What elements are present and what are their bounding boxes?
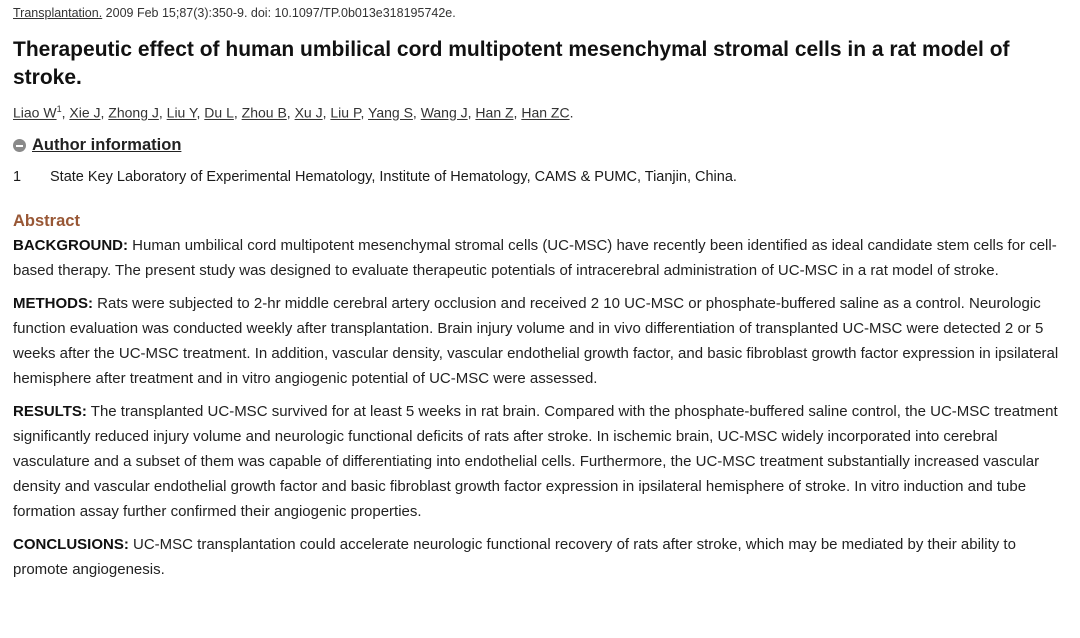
affiliation-number: 1 <box>13 169 22 185</box>
author-link[interactable]: Xu J <box>294 104 323 121</box>
collapse-minus-icon[interactable] <box>13 139 26 152</box>
abstract-section-methods <box>13 291 1071 391</box>
author-link[interactable]: Liu P <box>330 104 361 121</box>
author-separator: , <box>322 104 331 121</box>
author-list <box>13 104 573 121</box>
abstract-heading: Abstract <box>13 212 80 230</box>
author-separator: , <box>158 104 167 121</box>
author-affiliation-sup: 1 <box>56 104 62 114</box>
abstract-section-results <box>13 399 1071 524</box>
author-separator: , <box>233 104 242 121</box>
section-label: RESULTS: <box>13 403 87 420</box>
author-link[interactable]: Zhou B <box>241 104 287 121</box>
author-separator: , <box>412 104 421 121</box>
abstract-section-conclusions <box>13 532 1071 582</box>
journal-link[interactable]: Transplantation. <box>13 6 103 20</box>
abstract-body <box>13 233 1071 590</box>
author-separator: , <box>360 104 369 121</box>
section-label: CONCLUSIONS: <box>13 536 129 553</box>
author-link[interactable]: Liao W <box>13 104 57 121</box>
author-separator: , <box>513 104 522 121</box>
article-title: Therapeutic effect of human umbilical cord multipotent mesenchymal stromal cells in a rat model of stroke. <box>13 38 1010 89</box>
author-information-toggle[interactable] <box>13 136 181 155</box>
author-separator: , <box>100 104 109 121</box>
author-link[interactable]: Wang J <box>420 104 468 121</box>
section-text: UC-MSC transplantation could accelerate neurologic functional recovery of rats after stroke, which may be mediated by their ability to promote angiogenesis. <box>13 536 1016 578</box>
author-separator: , <box>61 104 70 121</box>
author-link[interactable]: Yang S <box>368 104 413 121</box>
author-link[interactable]: Han Z <box>475 104 514 121</box>
author-link[interactable]: Du L <box>204 104 234 121</box>
section-label: METHODS: <box>13 295 93 312</box>
author-separator: , <box>467 104 476 121</box>
author-link[interactable]: Han ZC <box>521 104 570 121</box>
author-link[interactable]: Xie J <box>69 104 101 121</box>
author-separator: . <box>569 104 574 121</box>
citation-details: 2009 Feb 15;87(3):350-9. doi: 10.1097/TP.0b013e318195742e. <box>102 6 456 20</box>
author-link[interactable]: Zhong J <box>108 104 159 121</box>
abstract-section-background <box>13 233 1071 283</box>
citation-line <box>13 6 456 20</box>
author-separator: , <box>196 104 205 121</box>
affiliation <box>13 169 737 185</box>
section-text: The transplanted UC-MSC survived for at least 5 weeks in rat brain. Compared with the phosphate-buffered saline control, the UC-MSC treatment significantly reduced injury volume and neurologic functional deficits of rats after stroke. In ischemic brain, UC-MSC widely incorporated into cerebral vasculature and a subset of them was capable of differentiating into endothelial cells. Furthermore, the UC-MSC treatment substantially increased vascular density and vascular endothelial growth factor and basic fibroblast growth factor expression in ipsilateral hemisphere of stroke. In vitro induction and tube formation assay further confirmed their angiogenic properties. <box>13 403 1058 520</box>
author-information-label[interactable]: Author information <box>32 136 182 154</box>
author-link[interactable]: Liu Y <box>166 104 197 121</box>
section-label: BACKGROUND: <box>13 237 128 254</box>
section-text: Rats were subjected to 2-hr middle cerebral artery occlusion and received 2 10 UC-MSC or phosphate-buffered saline as a control. Neurologic function evaluation was conducted weekly after transplantation. Brain injury volume and in vivo differentiation of transplanted UC-MSC were detected 2 or 5 weeks after the UC-MSC treatment. In addition, vascular density, vascular endothelial growth factor, and basic fibroblast growth factor expression in ipsilateral hemisphere after treatment and in vitro angiogenic potential of UC-MSC were assessed. <box>13 295 1059 387</box>
author-separator: , <box>286 104 295 121</box>
affiliation-text: State Key Laboratory of Experimental Hematology, Institute of Hematology, CAMS & PUMC, Tianjin, China. <box>50 169 737 185</box>
section-text: Human umbilical cord multipotent mesenchymal stromal cells (UC-MSC) have recently been identified as ideal candidate stem cells for cell-based therapy. The present study was designed to evaluate therapeutic potentials of intracerebral administration of UC-MSC in a rat model of stroke. <box>13 237 1057 279</box>
